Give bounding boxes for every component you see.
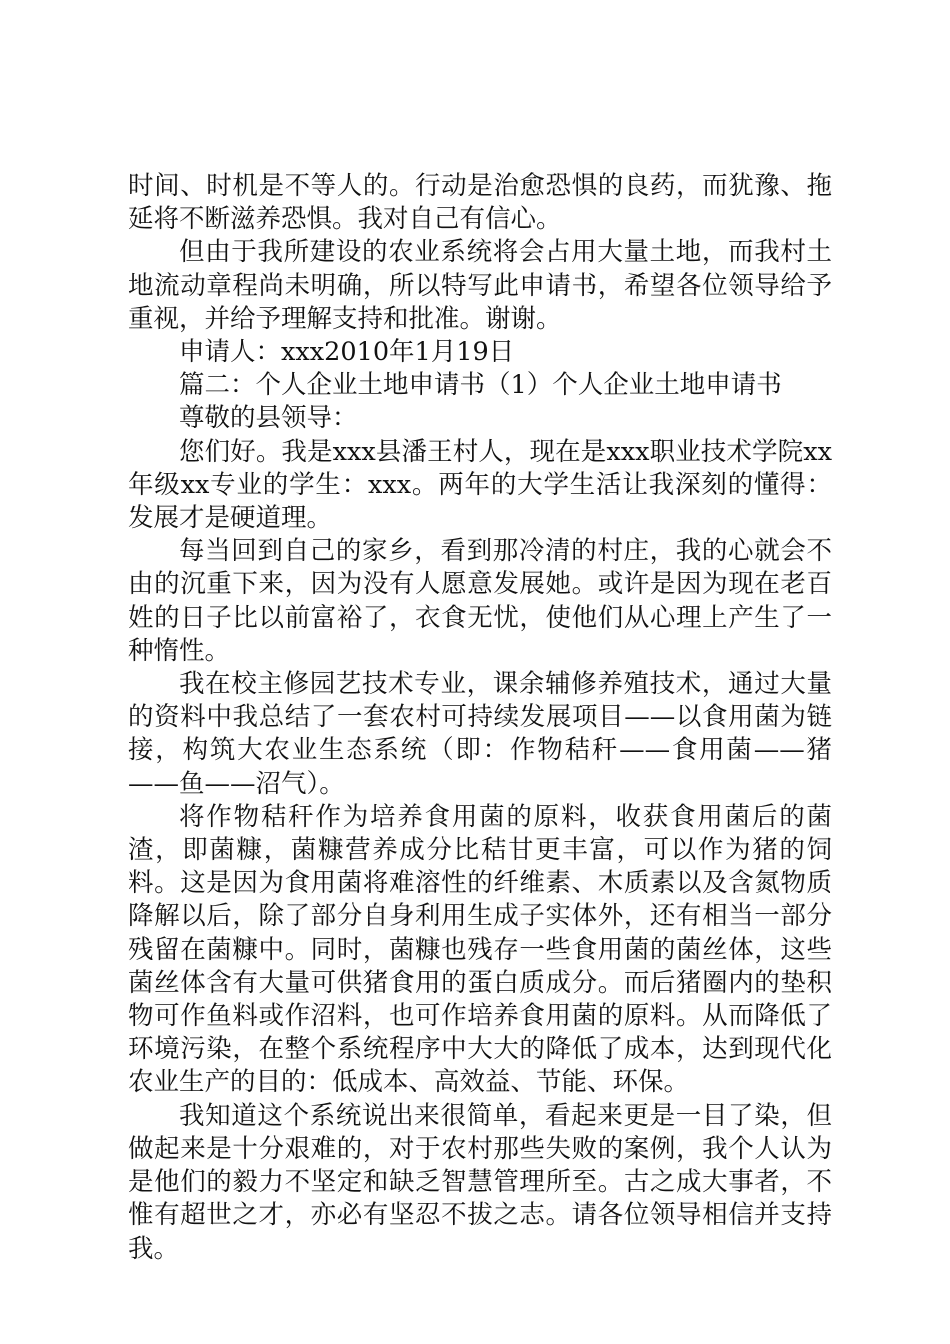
paragraph-introduction: 您们好。我是xxx县潘王村人，现在是xxx职业技术学院xx年级xx专业的学生：xxx。两年的大学生活让我深刻的懂得：发展才是硬道理。 <box>128 436 832 534</box>
salutation: 尊敬的县领导： <box>179 403 358 434</box>
document-body <box>128 170 832 1266</box>
paragraph-closing-appeal: 我知道这个系统说出来很简单，看起来更是一目了染，但做起来是十分艰难的，对于农村那些失败的案例，我个人认为是他们的毅力不坚定和缺乏智慧管理所至。古之成大事者，不惟有超世之才，亦必有坚忍不拔之志。请各位领导相信并支持我。 <box>128 1100 832 1264</box>
paragraph-system-description: 将作物秸秆作为培养食用菌的原料，收获食用菌后的菌渣，即菌糠，菌糠营养成分比秸甘更丰富，可以作为猪的饲料。这是因为食用菌将难溶性的纤维素、木质素以及含氮物质降解以后，除了部分自身利用生成子实体外，还有相当一部分残留在菌糠中。同时，菌糠也残存一些食用菌的菌丝体，这些菌丝体含有大量可供猪食用的蛋白质成分。而后猪圈内的垫积物可作鱼料或作沼料，也可作培养食用菌的原料。从而降低了环境污染，在整个系统程序中大大的降低了成本，达到现代化农业生产的目的：低成本、高效益、节能、环保。 <box>128 801 832 1098</box>
paragraph-applicant-signature: 申请人：xxx2010年1月19日 <box>179 337 515 368</box>
paragraph-project-summary: 我在校主修园艺技术专业，课余辅修养殖技术，通过大量的资料中我总结了一套农村可持续发展项目——以食用菌为链接，构筑大农业生态系统（即：作物秸秆——食用菌——猪——鱼——沼气）。 <box>128 669 832 799</box>
paragraph-land-request: 但由于我所建设的农业系统将会占用大量土地，而我村土地流动章程尚未明确，所以特写此申请书，希望各位领导给予重视，并给予理解支持和批准。谢谢。 <box>128 237 832 334</box>
paragraph-continuation: 时间、时机是不等人的。行动是治愈恐惧的良药，而犹豫、拖延将不断滋养恐惧。我对自己有信心。 <box>128 171 832 235</box>
paragraph-hometown: 每当回到自己的家乡，看到那冷清的村庄，我的心就会不由的沉重下来，因为没有人愿意发展她。或许是因为现在老百姓的日子比以前富裕了，衣食无忧，使他们从心理上产生了一种惰性。 <box>128 536 832 666</box>
section-heading-part-two: 篇二：个人企业土地申请书（1）个人企业土地申请书 <box>179 370 782 401</box>
